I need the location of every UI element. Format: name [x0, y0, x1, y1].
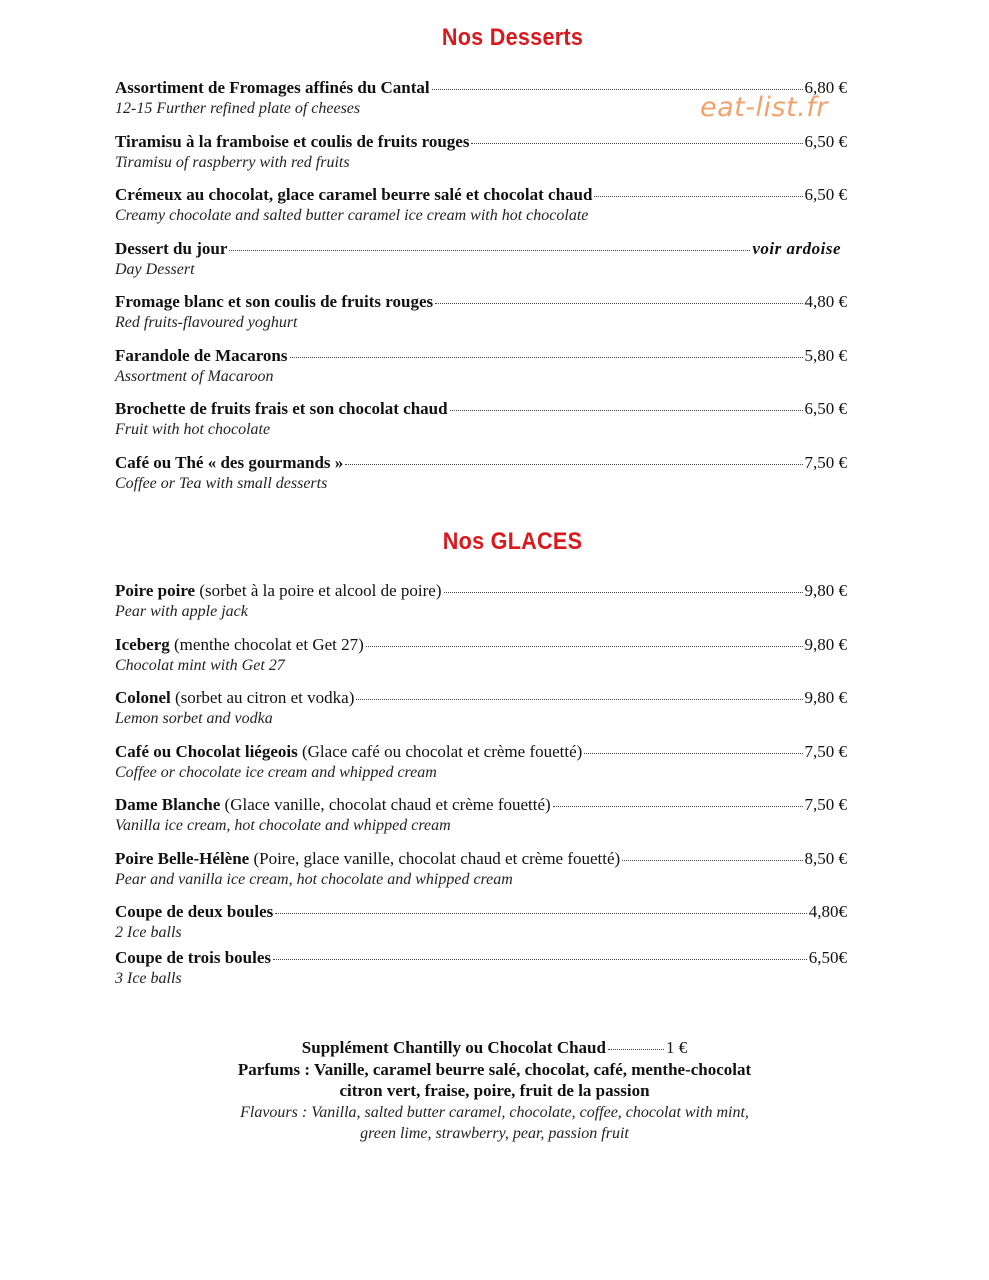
item-price: 6,50 € [804, 185, 847, 204]
item-translation: Creamy chocolate and salted butter caramel ice cream with hot chocolate [115, 207, 589, 224]
supplement-line [0, 1037, 989, 1059]
menu-item [115, 77, 847, 131]
glaces-list [115, 580, 847, 993]
dot-leader [435, 303, 802, 304]
item-name: Café ou Thé « des gourmands » [115, 452, 344, 472]
item-translation: Coffee or Tea with small desserts [115, 474, 328, 492]
section-title-glaces: Nos GLACES [442, 528, 583, 555]
item-translation: 2 Ice balls [115, 924, 182, 941]
dot-leader [345, 464, 802, 465]
item-translation: Pear with apple jack [115, 603, 248, 620]
dot-leader [356, 699, 802, 700]
item-desc: (Glace café ou chocolat et crème fouetté) [297, 741, 583, 761]
supplement-label: Supplément Chantilly ou Chocolat Chaud [301, 1038, 606, 1057]
item-desc: (Glace vanille, chocolat chaud et crème fouetté) [220, 795, 551, 814]
item-price: 4,80 € [804, 292, 847, 311]
section-title-desserts: Nos Desserts [441, 24, 584, 51]
item-name: Poire poire [115, 581, 196, 600]
item-translation: Chocolat mint with Get 27 [115, 656, 285, 674]
menu-footer [0, 1037, 989, 1145]
item-name: Tiramisu à la framboise et coulis de fruits rouges [115, 131, 470, 151]
item-name: Coupe de deux boules [115, 902, 274, 921]
menu-item [115, 687, 847, 741]
dot-leader [471, 143, 802, 144]
item-name: Dessert du jour [115, 238, 228, 258]
item-name: Café ou Chocolat liégeois [115, 741, 298, 761]
item-price: 8,50 € [804, 848, 847, 868]
item-translation: Day Dessert [115, 260, 195, 278]
item-translation: Fruit with hot chocolate [115, 421, 271, 438]
supplement-price: 1 € [665, 1038, 688, 1057]
menu-item [115, 452, 847, 506]
dot-leader [444, 592, 803, 593]
dot-leader [553, 806, 803, 807]
flavours-line-2: green lime, strawberry, pear, passion fruit [360, 1125, 629, 1142]
menu-item [115, 238, 847, 292]
item-price: 9,80 € [804, 581, 847, 600]
item-name: Poire Belle-Hélène [115, 848, 250, 868]
dot-leader [450, 410, 803, 411]
dot-leader [432, 89, 803, 90]
menu-item [115, 634, 847, 688]
item-name: Farandole de Macarons [115, 345, 288, 365]
dot-leader [584, 753, 802, 754]
watermark: eat-list.fr [700, 92, 828, 123]
parfums-line-2: citron vert, fraise, poire, fruit de la passion [339, 1081, 650, 1100]
dot-leader [290, 357, 803, 358]
dot-leader [594, 196, 802, 197]
menu-item [115, 901, 847, 947]
item-translation: Pear and vanilla ice cream, hot chocolate and whipped cream [115, 870, 513, 888]
item-price: 6,50 € [804, 131, 847, 151]
menu-item [115, 398, 847, 452]
item-translation: Coffee or chocolate ice cream and whipped cream [115, 763, 437, 781]
dot-leader [366, 646, 803, 647]
item-desc: (sorbet à la poire et alcool de poire) [195, 581, 442, 600]
menu-item [115, 794, 847, 848]
item-name: Dame Blanche [115, 795, 221, 814]
menu-item [115, 131, 847, 185]
item-name: Crémeux au chocolat, glace caramel beurre salé et chocolat chaud [115, 185, 593, 204]
item-translation: Assortment of Macaroon [115, 367, 274, 385]
dot-leader [273, 959, 807, 960]
menu-item [115, 184, 847, 238]
flavours-line-1: Flavours : Vanilla, salted butter caramel, chocolate, coffee, chocolat with mint, [240, 1103, 749, 1121]
item-name: Coupe de trois boules [115, 948, 272, 967]
item-name: Assortiment de Fromages affinés du Cantal [115, 78, 430, 97]
item-translation: Vanilla ice cream, hot chocolate and whipped cream [115, 817, 451, 834]
item-name: Brochette de fruits frais et son chocolat chaud [115, 399, 448, 418]
item-price: 9,80 € [804, 688, 847, 707]
menu-item [115, 291, 847, 345]
item-price: voir ardoise [752, 238, 841, 258]
item-price: 5,80 € [804, 345, 847, 365]
item-translation: Lemon sorbet and vodka [115, 710, 273, 727]
dot-leader [622, 860, 802, 861]
item-price: 6,80 € [804, 78, 847, 97]
menu-item [115, 947, 847, 993]
item-desc: (menthe chocolat et Get 27) [169, 634, 364, 654]
item-desc: (Poire, glace vanille, chocolat chaud et crème fouetté) [249, 848, 621, 868]
desserts-list [115, 77, 847, 505]
item-name: Colonel [115, 688, 171, 707]
menu-item [115, 741, 847, 795]
menu-item [115, 848, 847, 902]
item-price: 7,50 € [804, 452, 847, 472]
item-price: 6,50€ [808, 948, 847, 967]
item-price: 7,50 € [804, 795, 847, 814]
item-name: Iceberg [115, 634, 170, 654]
item-desc: (sorbet au citron et vodka) [170, 688, 355, 707]
dot-leader [608, 1049, 664, 1050]
menu-item [115, 580, 847, 634]
item-translation: 3 Ice balls [115, 970, 182, 987]
item-price: 4,80€ [808, 902, 847, 921]
item-price: 7,50 € [804, 741, 847, 761]
menu-item [115, 345, 847, 399]
item-translation: Red fruits-flavoured yoghurt [115, 314, 298, 331]
dot-leader [229, 250, 750, 251]
item-translation: Tiramisu of raspberry with red fruits [115, 153, 350, 171]
parfums-line-1: Parfums : Vanille, caramel beurre salé, chocolat, café, menthe-chocolat [237, 1059, 752, 1079]
item-price: 6,50 € [804, 399, 847, 418]
item-price: 9,80 € [804, 634, 847, 654]
item-translation: 12-15 Further refined plate of cheeses [115, 100, 361, 117]
item-name: Fromage blanc et son coulis de fruits rouges [115, 292, 434, 311]
dot-leader [275, 913, 807, 914]
